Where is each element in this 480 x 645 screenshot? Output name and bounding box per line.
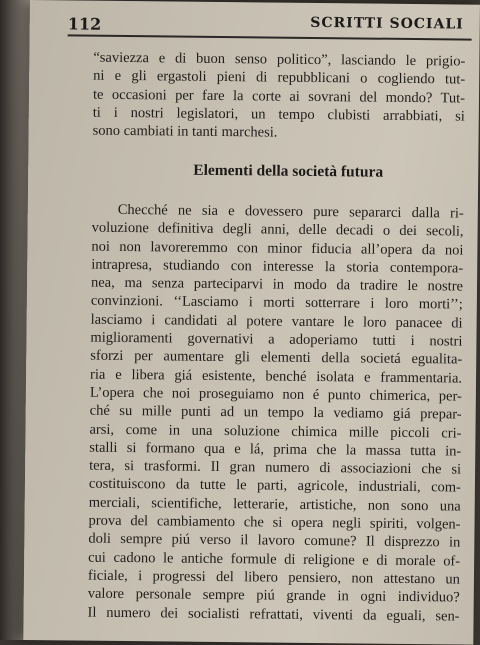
text-line: ficiale, i progressi del libero pensiero, non attestano un (87, 567, 461, 588)
running-title: SCRITTI SOCIALI (310, 14, 464, 33)
text-line: sforzi per aumentare gli elementi della societá egualita- (90, 348, 463, 368)
paragraph-continued (93, 49, 466, 144)
text-line: merciali, scientifiche, letterarie, artistiche, non sono una (88, 494, 461, 515)
text-line: ria e libera giá esistente, benché isolata e frammentaria. (89, 366, 463, 387)
text-line: convinzioni. ‘‘Lasciamo i morti sotterrare i loro morti’’; (90, 293, 463, 314)
text-line: intrapresa, studiando con interesse la storia contempora- (91, 256, 464, 277)
text-line: ché su mille punti ad un tempo la vediamo giá prepar- (89, 402, 462, 423)
text-line: te occasioni per fare la corte ai sovrani del mondo? Tut- (92, 86, 466, 107)
text-line: ni e gli ergastoli pieni di repubblicani o cogliendo tut- (93, 67, 466, 88)
text-line: noi non lavoreremmo con minor fiducia all’opera da noi (91, 238, 464, 259)
text-line: L’opera che noi proseguiamo non é punto chimerica, per- (89, 384, 462, 405)
text-line: ti i nostri legislatori, un tempo clubisti arrabbiati, si (92, 104, 465, 125)
text-line: nea, ma senza parteciparvi in modo da tradire le nostre (90, 274, 464, 295)
text-line: Checché ne sia e dovessero pure separarci dalla ri- (117, 201, 464, 222)
text-line: “saviezza e di buon senso politico”, lasciando le prigio- (93, 49, 466, 70)
text-line: lasciamo i candidati al potere vantare le loro panacee di (90, 311, 463, 332)
text-line: Il numero dei socialisti refrattati, viventi da eguali, sen- (87, 604, 460, 625)
text-line: arsi, come in una soluzione chimica mille piccoli cri- (89, 421, 462, 442)
text-line: costituiscono da tutte le parti, agricole, industriali, com- (88, 476, 461, 496)
text-line: miglioramenti governativi a adoperiamo tutti i nostri (90, 329, 463, 350)
text-line: voluzione definitiva degli anni, delle decadi o dei secoli, (91, 219, 464, 240)
text-line: sono cambiati in tanti marchesi. (92, 122, 278, 141)
section-heading: Elementi della società futura (193, 161, 384, 181)
text-line: doli sempre piú verso il lavoro comune? Il disprezzo in (88, 530, 461, 551)
text-line: tera, si trasformi. Il gran numero di associazioni che si (89, 457, 462, 478)
book-page (23, 0, 480, 645)
text-line: prova del cambiamento che si opera negli spiriti, volgen- (88, 512, 461, 533)
paragraph-main (87, 201, 463, 626)
text-line: valore personale sempre piú grande in ogni individuo? (87, 585, 460, 606)
page-number: 112 (67, 14, 102, 34)
text-line: cui cadono le antiche formule di religione e di morale of- (88, 549, 461, 570)
text-line: stalli si formano qua e lá, prima che la massa tutta in- (89, 439, 462, 460)
